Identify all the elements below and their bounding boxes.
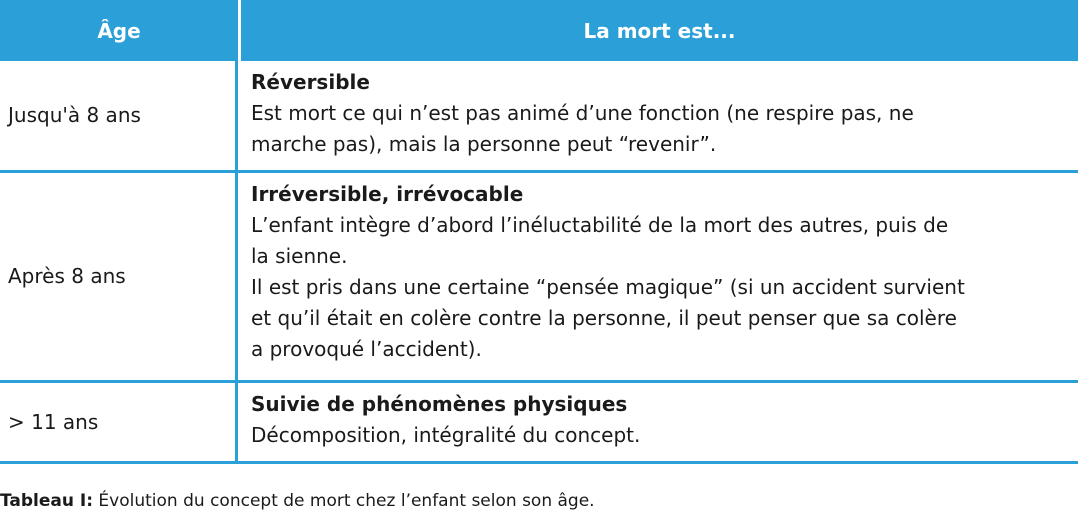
table-row	[0, 383, 1078, 464]
caption-text: Évolution du concept de mort chez l’enfant selon son âge.	[93, 491, 595, 511]
table-caption	[0, 490, 595, 512]
age-cell: Jusqu'à 8 ans	[0, 61, 238, 170]
header-mort: La mort est...	[583, 18, 736, 43]
description-cell	[238, 383, 1078, 461]
description-line: Il est pris dans une certaine “pensée magique” (si un accident survient	[251, 275, 965, 299]
table-header	[0, 0, 1078, 61]
description-title: Irréversible, irrévocable	[251, 182, 524, 206]
description-title: Suivie de phénomènes physiques	[251, 392, 628, 416]
description-line: Est mort ce qui n’est pas animé d’une fonction (ne respire pas, ne	[251, 101, 914, 125]
description-cell	[238, 61, 1078, 170]
header-age: Âge	[0, 0, 241, 61]
table-row	[0, 61, 1078, 173]
description-cell	[238, 173, 1078, 380]
description-line: Décomposition, intégralité du concept.	[251, 423, 641, 447]
caption-label: Tableau I:	[0, 491, 94, 511]
age-cell: > 11 ans	[0, 383, 238, 461]
description-line: a provoqué l’accident).	[251, 337, 482, 361]
age-cell: Après 8 ans	[0, 173, 238, 380]
description-line: marche pas), mais la personne peut “revenir”.	[251, 132, 717, 156]
description-line: et qu’il était en colère contre la personne, il peut penser que sa colère	[251, 306, 957, 330]
description-line: L’enfant intègre d’abord l’inéluctabilité de la mort des autres, puis de	[251, 213, 949, 237]
description-line: la sienne.	[251, 244, 348, 268]
description-title: Réversible	[251, 70, 370, 94]
table-row	[0, 173, 1078, 383]
